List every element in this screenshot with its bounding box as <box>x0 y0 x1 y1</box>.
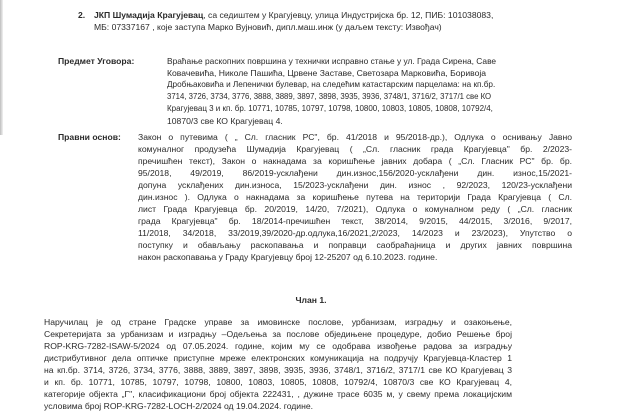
party-line-2: МБ: 07337167 , које заступа Марко Вујновић, дипл.маш.инж (у даљем тексту: Извођач) <box>94 22 442 32</box>
party-number: 2. <box>78 10 86 20</box>
legal-basis-line: 95/2018, 49/2019, 86/2019-усклађени дин.износ,156/2020-усклађени дин. износ,15/2021- <box>138 168 572 178</box>
article-line: на кп.бр. 3714, 3726, 3734, 3776, 3888, 3889, 3897, 3898, 3935, 3936, 3748/1, 3716/2, 3717/1 све КО Крагујевац 3 <box>44 365 512 375</box>
legal-basis-line: након раскопавања у Граду Крагујевцу број 12-25207 од 6.10.2023. године. <box>138 252 438 262</box>
legal-basis-line: града Крагујевца" бр. 18/2014-пречишћен текст, 38/2014, 9/2015, 44/2015, 3/2016, 9/2017, <box>138 216 572 226</box>
legal-basis-line: Закон о путевима ( „ Сл. гласник РС", бр. 41/2018 и 95/2018-др.), Одлука о оснивању Јавно <box>138 132 572 142</box>
legal-basis-line: лист Града Крагујевца бр. 20/2019, 14/20, 7/2021), Одлука о комуналном реду ( „Сл. гласник <box>138 204 572 214</box>
legal-basis-line: допуна усклађених дин.износа, 15/2023-усклађени дин. износ , 92/2023, 120/23-усклађени <box>138 180 572 190</box>
article-line: условима број ROP-KRG-7282-LOCH-2/2024 од 19.04.2024. године. <box>44 401 314 411</box>
article-line: ROP-KRG-7282-ISAW-5/2024 од 07.05.2024. године, којим му се одобрава извођење радова за изградњу <box>44 341 512 351</box>
article-1-body <box>44 316 512 412</box>
legal-basis-line: комуналног продузећа Шумадија Крагујевац ( „Сл. гласник града Крагујевца" бр. 2/2023- <box>138 144 572 154</box>
subject-label: Предмет Уговора: <box>58 56 135 66</box>
scan-edge-shadow <box>0 0 3 135</box>
legal-basis-label: Правни основ: <box>58 132 121 142</box>
subject-line: Враћање раскопних површина у технички исправно стање у ул. Града Сирена, Саве <box>167 56 497 66</box>
article-line: Секретеријата за урбанизам и изградњу –Одељења за послове обједињене процедуре, добио Решење број <box>44 329 512 339</box>
party-name: ЈКП Шумадија Крагујевац <box>94 10 204 20</box>
legal-basis-line: поступку и обављању раскопавања и поправци саобраћајница и других јавних површина <box>138 240 572 250</box>
article-line: категорије објекта „Г", класификациони број објекта 222431, , дужине трасе 6035 м, у свему према локацијским <box>44 389 512 399</box>
legal-basis-line: дин.износ ). Одлука о накнадама за коришћење путева на територији Града Крагујевца ( Сл. <box>138 192 572 202</box>
subject-line: 10870/3 све КО Крагујевац 4. <box>167 116 283 126</box>
subject-line: Крагујевац 3 и кп. бр. 10771, 10785, 10797, 10798, 10800, 10803, 10805, 10808, 10792/4, <box>167 104 493 113</box>
legal-basis-line: 11/2018, 34/2018, 33/2019,39/2020-др.одлука,16/2021,2/2023, 14/2023 и 23/2023), Упутство о <box>138 228 572 238</box>
article-line: дистрибутивног дела оптичке приступне мреже електронских комуникација на подручју Крагујевца-Кластер 1 <box>44 353 512 363</box>
article-title: Члан 1. <box>295 295 327 305</box>
party-line-1 <box>94 9 518 21</box>
subject-line: Дробњаковића и Лепенички булевар, на следећим катастарским парцелама: на кп.бр. <box>167 80 496 89</box>
party-details: , са седиштем у Крагујевцу, улица Индустријска бр. 12, ПИБ: 101038083, <box>203 10 494 20</box>
subject-text <box>167 55 497 127</box>
contract-party-2 <box>78 9 518 33</box>
subject-line: 3714, 3726, 3734, 3776, 3888, 3889, 3897, 3898, 3935, 3936, 3748/1, 3716/2, 3717/1 све КО <box>167 92 492 101</box>
article-line: Наручилац је од стране Градске управе за имовинске послове, урбанизам, изградњу и озакоњење, <box>44 317 512 327</box>
article-line: и кп. бр. 10771, 10785, 10797, 10798, 10800, 10803, 10805, 10808, 10792/4, 10870/3 све КО Крагујевац 4, <box>44 377 512 387</box>
legal-basis-text <box>138 131 572 263</box>
subject-line: Ковачевића, Николе Пашића, Црвене Заставе, Светозара Марковића, Боривоја <box>167 68 487 78</box>
legal-basis-line: пречишћен текст), Закон о накнадама за коришћење јавних добара ( „Сл. Гласник РС" бр. бр. <box>138 156 572 166</box>
